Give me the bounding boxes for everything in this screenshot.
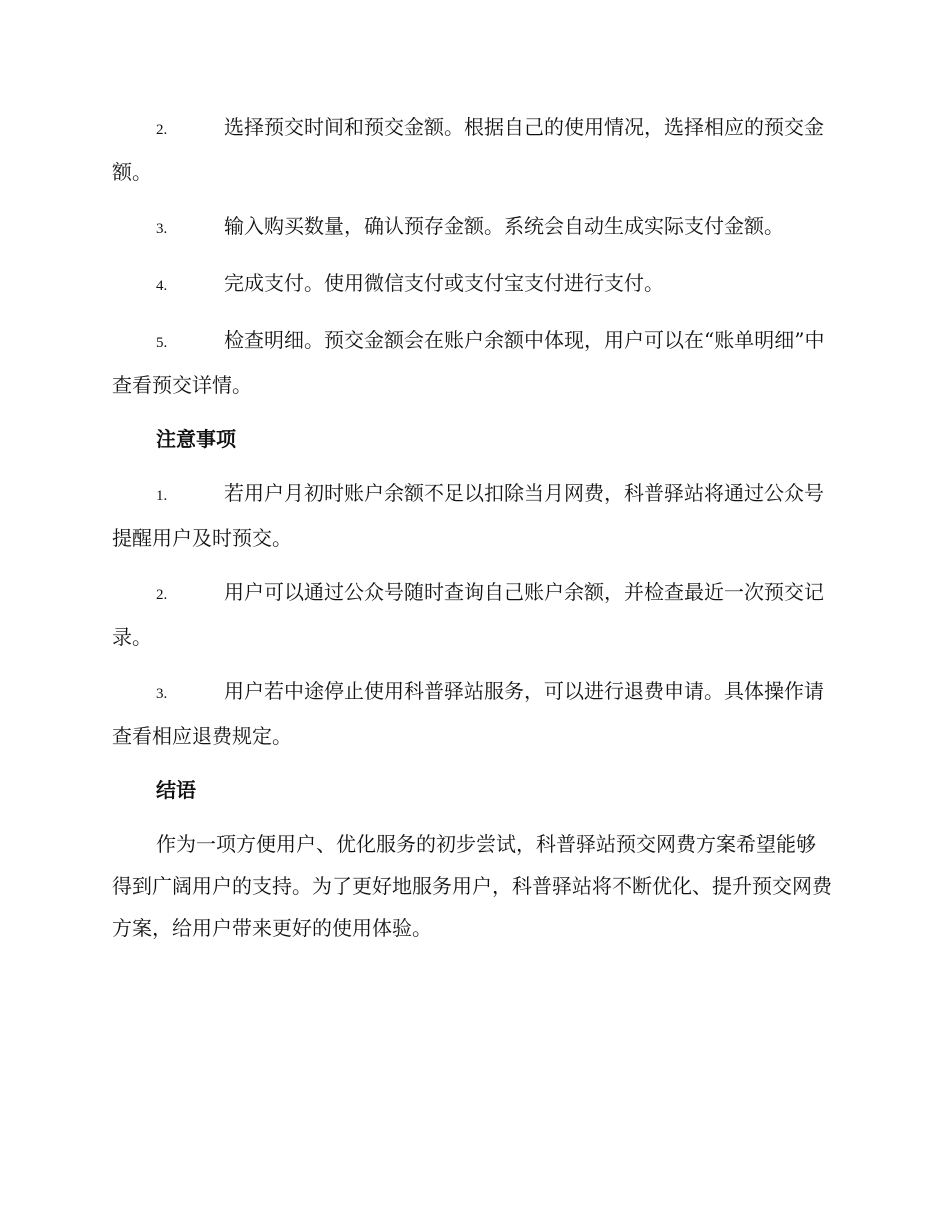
- step-text: 检查明细。预交金额会在账户余额中体现，用户可以在“账单明细”中查看预交详情。: [112, 328, 825, 397]
- step-text: 选择预交时间和预交金额。根据自己的使用情况，选择相应的预交金额。: [112, 115, 824, 184]
- step-text: 完成支付。使用微信支付或支付宝支付进行支付。: [224, 271, 664, 295]
- note-text: 用户可以通过公众号随时查询自己账户余额，并检查最近一次预交记录。: [112, 580, 824, 649]
- note-item: [112, 670, 834, 757]
- step-item: [112, 106, 834, 193]
- note-item: [112, 571, 834, 658]
- step-text: 输入购买数量，确认预存金额。系统会自动生成实际支付金额。: [224, 214, 784, 238]
- note-text: 若用户月初时账户余额不足以扣除当月网费，科普驿站将通过公众号提醒用户及时预交。: [112, 481, 824, 550]
- step-item: [112, 319, 834, 406]
- note-text: 用户若中途停止使用科普驿站服务，可以进行退费申请。具体操作请查看相应退费规定。: [112, 679, 824, 748]
- step-item: [112, 262, 834, 307]
- step-number: 4.: [156, 278, 168, 294]
- conclusion-heading: 结语: [156, 778, 196, 802]
- conclusion-paragraph: 作为一项方便用户、优化服务的初步尝试，科普驿站预交网费方案希望能够得到广阔用户的支持。为了更好地服务用户，科普驿站将不断优化、提升预交网费方案，给用户带来更好的使用体验。: [112, 832, 832, 940]
- step-number: 2.: [156, 122, 168, 138]
- note-number: 3.: [156, 686, 168, 702]
- step-item: [112, 205, 834, 250]
- document-content: [112, 106, 834, 949]
- notes-heading: 注意事项: [156, 427, 236, 451]
- note-item: [112, 472, 834, 559]
- step-number: 3.: [156, 221, 168, 237]
- note-number: 2.: [156, 587, 168, 603]
- step-number: 5.: [156, 335, 168, 351]
- note-number: 1.: [156, 488, 168, 504]
